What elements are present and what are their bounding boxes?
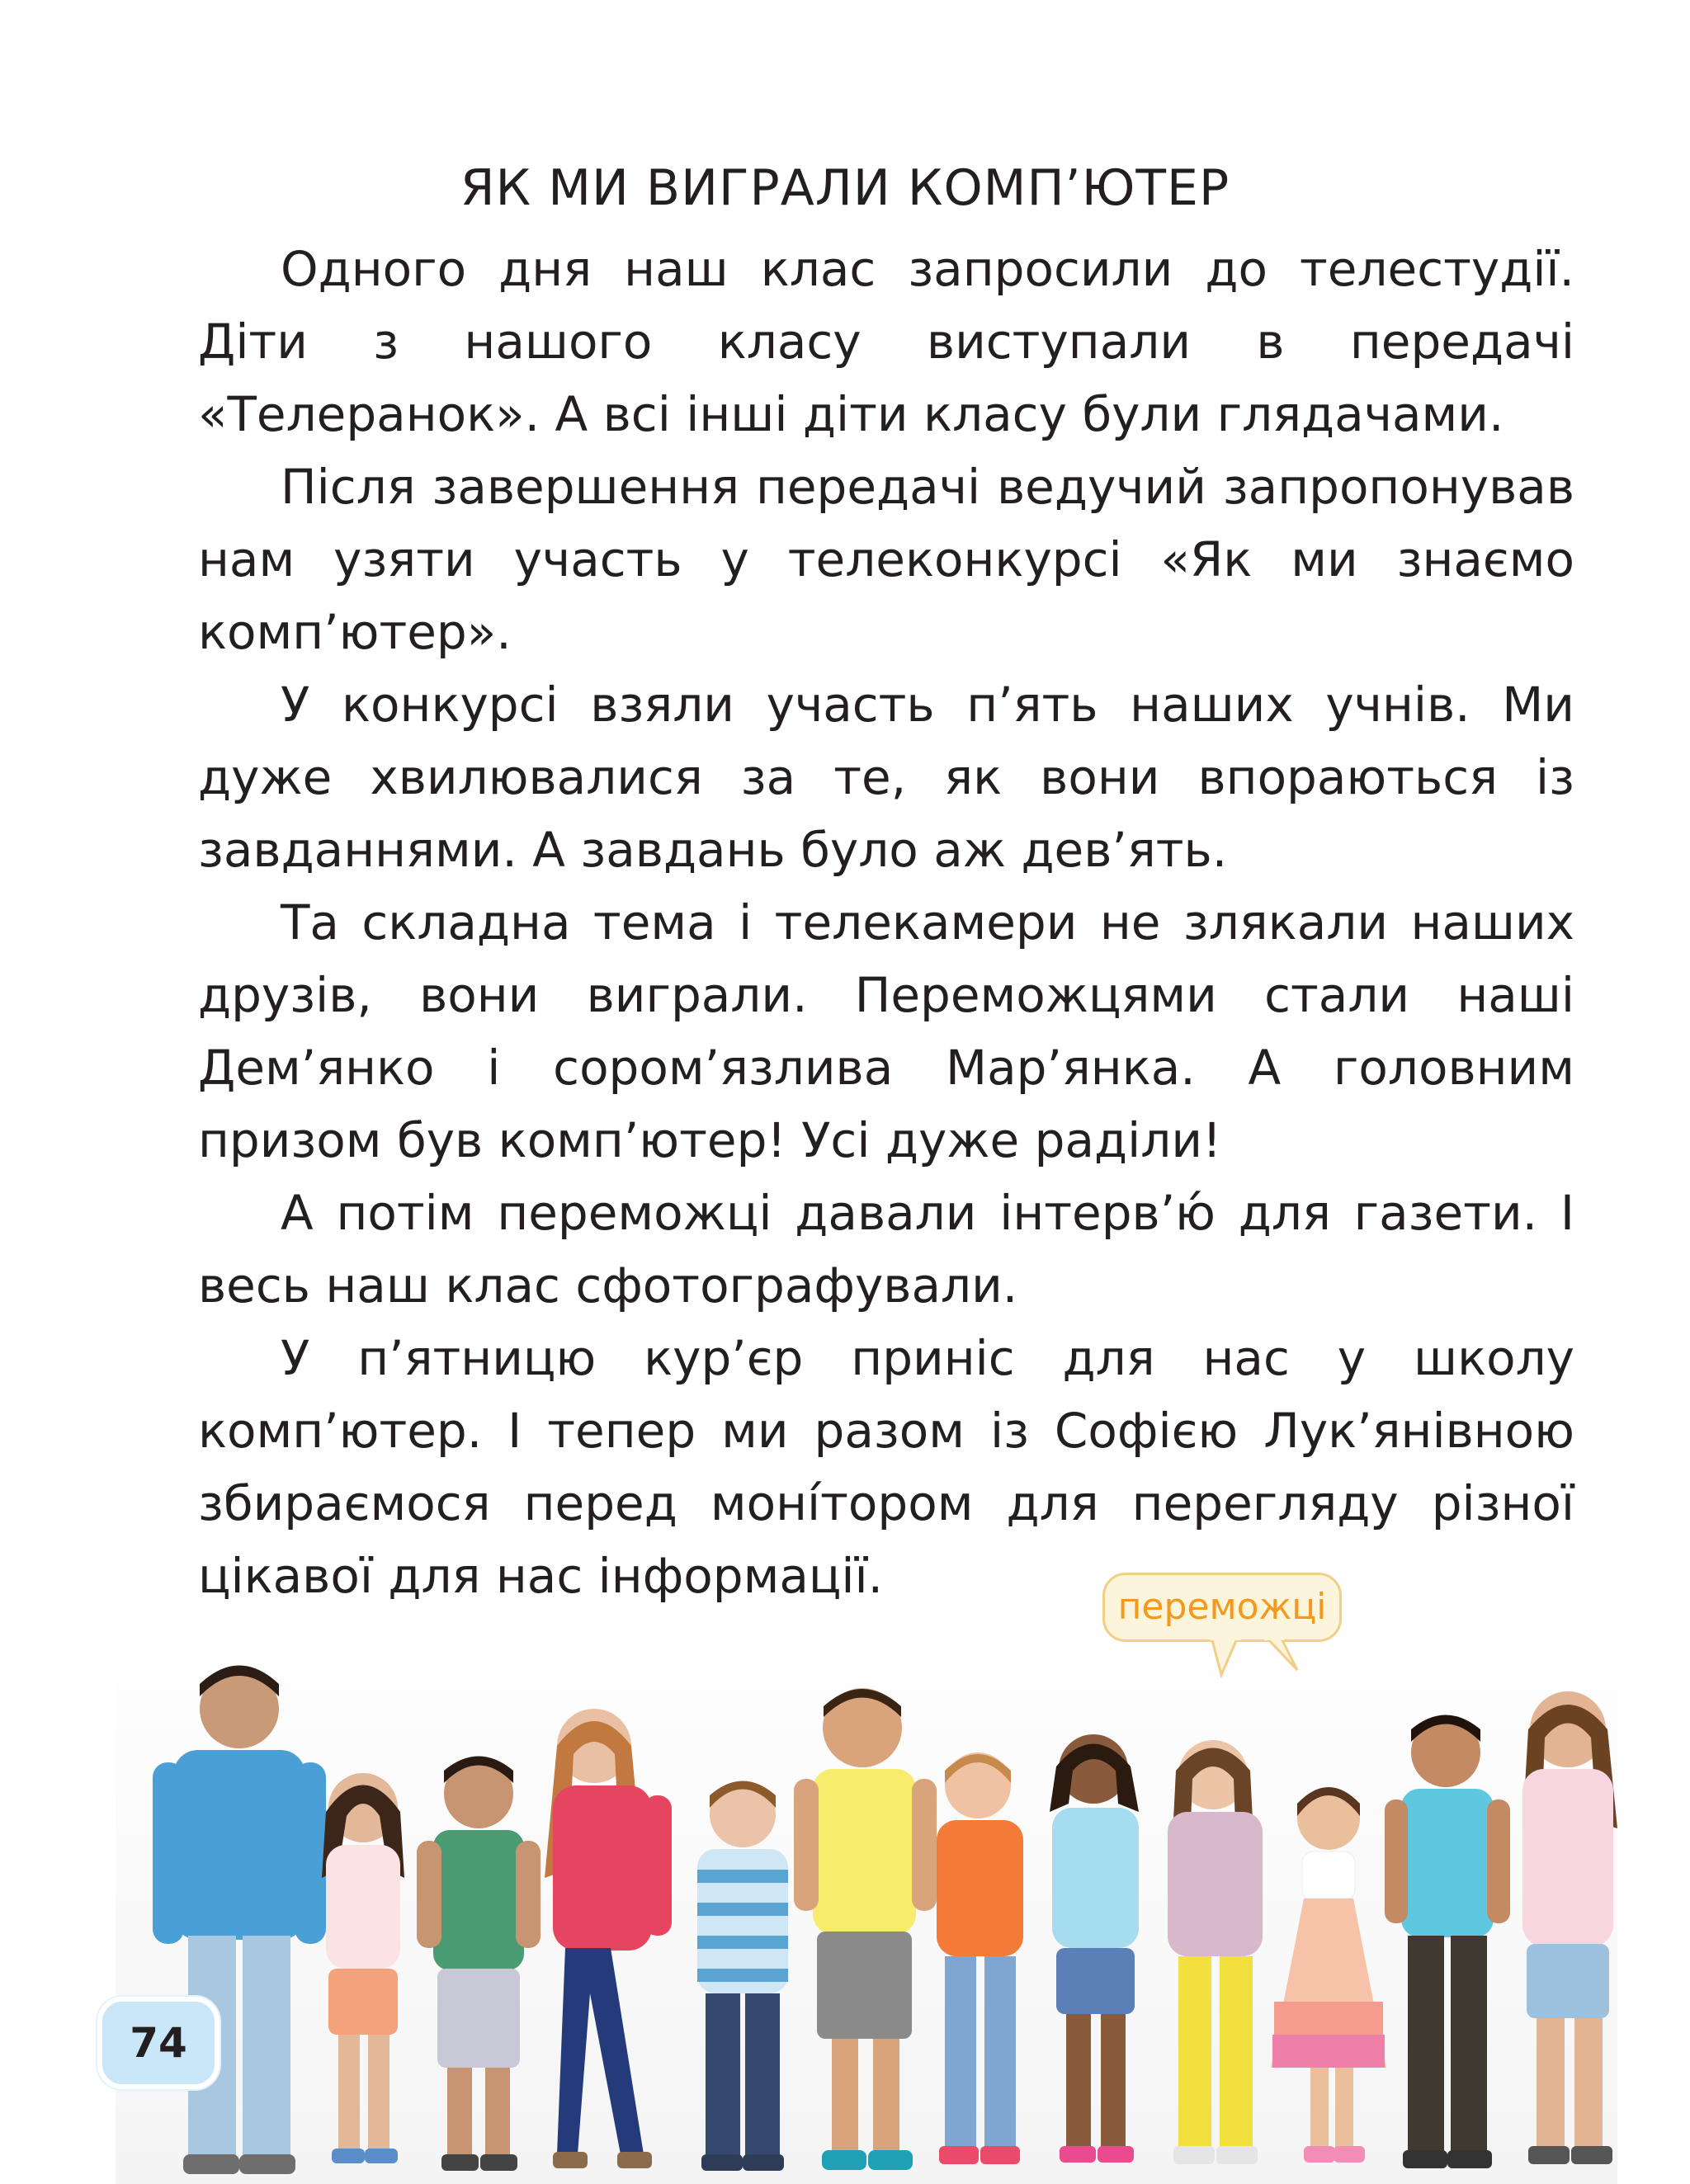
- paragraph-4: Та складна тема і телекамери не злякали наших друзів, вони виграли. Переможцями стали наші Дем’янко і сором’язлива Мар’янка. А головним призом був комп’ютер! Усі дуже раділи!: [198, 894, 1574, 1168]
- paragraph-1: Одного дня наш клас запросили до телестудії. Діти з нашого класу виступали в передачі «Телеранок». А всі інші діти класу були глядачами.: [198, 241, 1574, 442]
- paragraph-5: А потім переможці давали інтерв’ю́ для газети. І весь наш клас сфотографували.: [198, 1185, 1574, 1314]
- paragraph-2: Після завершення передачі ведучий запропонував нам узяти участь у телеконкурсі «Як ми знаємо комп’ютер».: [198, 459, 1574, 660]
- children-group-photo: [116, 1606, 1617, 2184]
- story-text: [198, 233, 1574, 1612]
- winners-speech-bubble: переможці: [1102, 1573, 1342, 1642]
- speech-bubble-tails: [1205, 1637, 1304, 1678]
- paragraph-3: У конкурсі взяли участь п’ять наших учнів. Ми дуже хвилювалися за те, як вони впораються із завданнями. А завдань було аж дев’ять.: [198, 677, 1574, 878]
- page-number: 74: [97, 1997, 220, 2089]
- paragraph-6: У п’ятницю кур’єр приніс для нас у школу комп’ютер. І тепер ми разом із Софією Лук’янівною збираємося перед моні́тором для перегляду різної цікавої для нас інформації.: [198, 1330, 1574, 1604]
- story-title: ЯК МИ ВИГРАЛИ КОМП’ЮТЕР: [460, 159, 1230, 217]
